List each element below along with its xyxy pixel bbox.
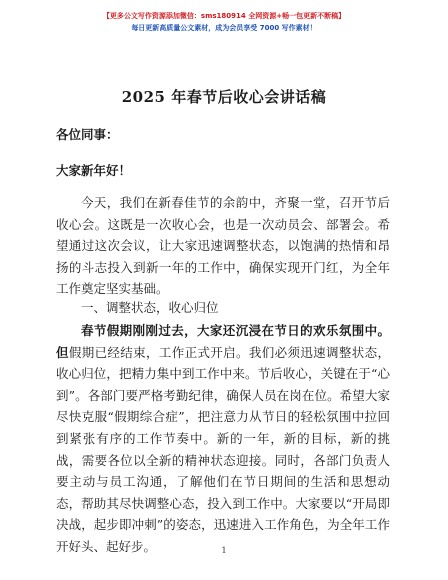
document-title: 2025 年春节后收心会讲话稿 xyxy=(121,88,327,106)
intro-paragraph xyxy=(56,192,390,300)
section-1-lead: 春节假期刚刚过去，大家还沉浸在节日的欢乐氛围中。但 xyxy=(56,323,390,360)
section-1-heading: 一、调整状态，收心归位 xyxy=(81,300,219,315)
promo-banner xyxy=(60,10,388,34)
section-1-body: 假期已经结束，工作正式开启。我们必须迅速调整状态，收心归位，把精力集中到工作中来。节后收心，关键在于“心到”。各部门要严格考勤纪律，确保人员在岗在位。希望大家尽快克服“假期综合症”，把注意力从节日的轻松氛围中拉回到紧张有序的工作节奏中。新的一年，新的目标，新的挑战，需要各位以全新的精神状态迎接。同时，各部门负责人要主动与员工沟通，了解他们在节日期间的生活和思想动态，帮助其尽快调整心态，投入到工作中。大家要以“开局即决战，起步即冲刺”的姿态，迅速进入工作角色，为全年工作开好头、起好步。 xyxy=(56,344,390,554)
intro-text: 今天，我们在新春佳节的余韵中，齐聚一堂，召开节后收心会。这既是一次收心会，也是一次动员会、部署会。希望通过这次会议，让大家迅速调整状态，以饱满的热情和昂扬的斗志投入到新一年的工作中，确保实现开门红，为全年工作奠定坚实基础。 xyxy=(56,195,390,297)
greeting: 大家新年好！ xyxy=(56,163,132,178)
salutation: 各位同事： xyxy=(56,127,119,142)
promo-banner-line-2: 每日更新高质量公文素材，成为会员享受 7000 写作素材！ xyxy=(131,24,317,32)
promo-banner-line-1: 【更多公文写作资源添加微信：sms180914 全网资源+畅一包更新不断稿】 xyxy=(102,12,346,20)
page-number: 1 xyxy=(221,546,227,555)
section-1-paragraph xyxy=(56,320,390,558)
